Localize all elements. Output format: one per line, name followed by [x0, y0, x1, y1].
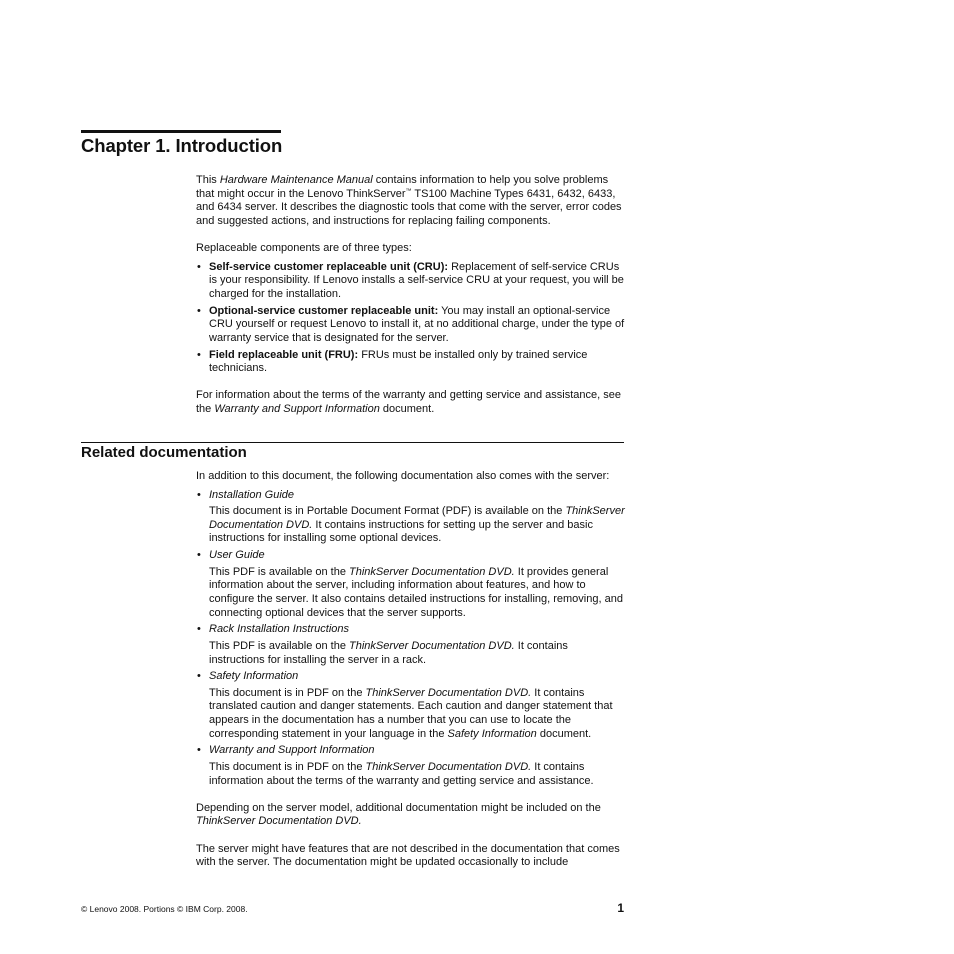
related-section [196, 470, 626, 870]
list-item: • Field replaceable unit (FRU): FRUs must be installed only by trained service technicians. [197, 348, 588, 375]
doc-description: This PDF is available on the ThinkServer Documentation DVD. It provides general information about the server, including information about features, and how to configure the server. It also contains detailed instructions for installing, removing, and connecting optional devices that the server supports. [209, 565, 623, 619]
section-title: Related documentation [81, 444, 247, 461]
bullet-icon: • [197, 623, 201, 636]
features-paragraph: The server might have features that are not described in the documentation that comes with the server. The documentation might be updated occasionally to include [196, 842, 620, 869]
additional-docs-paragraph: Depending on the server model, additional documentation might be included on the ThinkServer Documentation DVD. [196, 801, 601, 828]
list-item [196, 549, 626, 620]
doc-name: Installation Guide [209, 488, 294, 501]
list-item: • Self-service customer replaceable unit (CRU): Replacement of self-service CRUs is your responsibility. If Lenovo installs a self-service CRU at your request, you will be charged for the installation. [197, 260, 624, 300]
chapter-rule [81, 130, 281, 133]
bullet-icon: • [197, 304, 201, 317]
page-number: 1 [617, 901, 624, 915]
list-item [196, 489, 626, 546]
doc-name: Warranty and Support Information [209, 744, 375, 757]
bullet-icon: • [197, 744, 201, 757]
documentation-list [196, 489, 626, 789]
related-intro: In addition to this document, the following documentation also comes with the server: [196, 470, 610, 482]
warranty-paragraph: For information about the terms of the warranty and getting service and assistance, see the Warranty and Support Information document. [196, 389, 621, 415]
bullet-icon: • [197, 549, 201, 562]
chapter-title: Chapter 1. Introduction [81, 135, 283, 156]
list-item [196, 623, 626, 667]
intro-paragraph: This Hardware Maintenance Manual contains information to help you solve problems that might occur in the Lenovo ThinkServer™ TS100 Machine Types 6431, 6432, 6433, and 6434 server. It describes the diagnostic tools that come with the server, error codes and suggested actions, and instructions for replacing failing components. [196, 174, 622, 227]
list-item [196, 744, 626, 788]
replaceable-types-intro: Replaceable components are of three types: [196, 241, 412, 254]
doc-description: This document is in Portable Document Format (PDF) is available on the ThinkServer Documentation DVD. It contains instructions for setting up the server and basic instructions for installing some optional devices. [209, 505, 625, 545]
manual-title: Hardware Maintenance Manual [219, 174, 373, 186]
bullet-icon: • [197, 670, 201, 683]
bullet-icon: • [197, 488, 201, 501]
doc-name: User Guide [209, 549, 265, 562]
bullet-icon: • [197, 348, 201, 361]
list-item: • Optional-service customer replaceable unit: You may install an optional-service CRU yourself or request Lenovo to install it, at no additional charge, under the type of warranty service that is designated for the server. [197, 304, 625, 344]
bullet-icon: • [197, 260, 201, 273]
intro-section [196, 174, 626, 416]
replaceable-types-list [196, 261, 626, 376]
list-item [196, 670, 626, 741]
doc-name: Rack Installation Instructions [209, 623, 350, 636]
doc-name: Safety Information [209, 670, 299, 683]
doc-description: This document is in PDF on the ThinkServer Documentation DVD. It contains information about the terms of the warranty and getting service and assistance. [209, 761, 594, 787]
footer-copyright: © Lenovo 2008. Portions © IBM Corp. 2008. [81, 904, 248, 914]
doc-description: This document is in PDF on the ThinkServer Documentation DVD. It contains translated caution and danger statements. Each caution and danger statement that appears in the documentation has a number that you can use to locate the corresponding statement in your language in the Safety Information document. [209, 686, 613, 740]
trademark-symbol: ™ [405, 187, 412, 194]
doc-description: This PDF is available on the ThinkServer Documentation DVD. It contains instructions for installing the server in a rack. [209, 639, 568, 666]
